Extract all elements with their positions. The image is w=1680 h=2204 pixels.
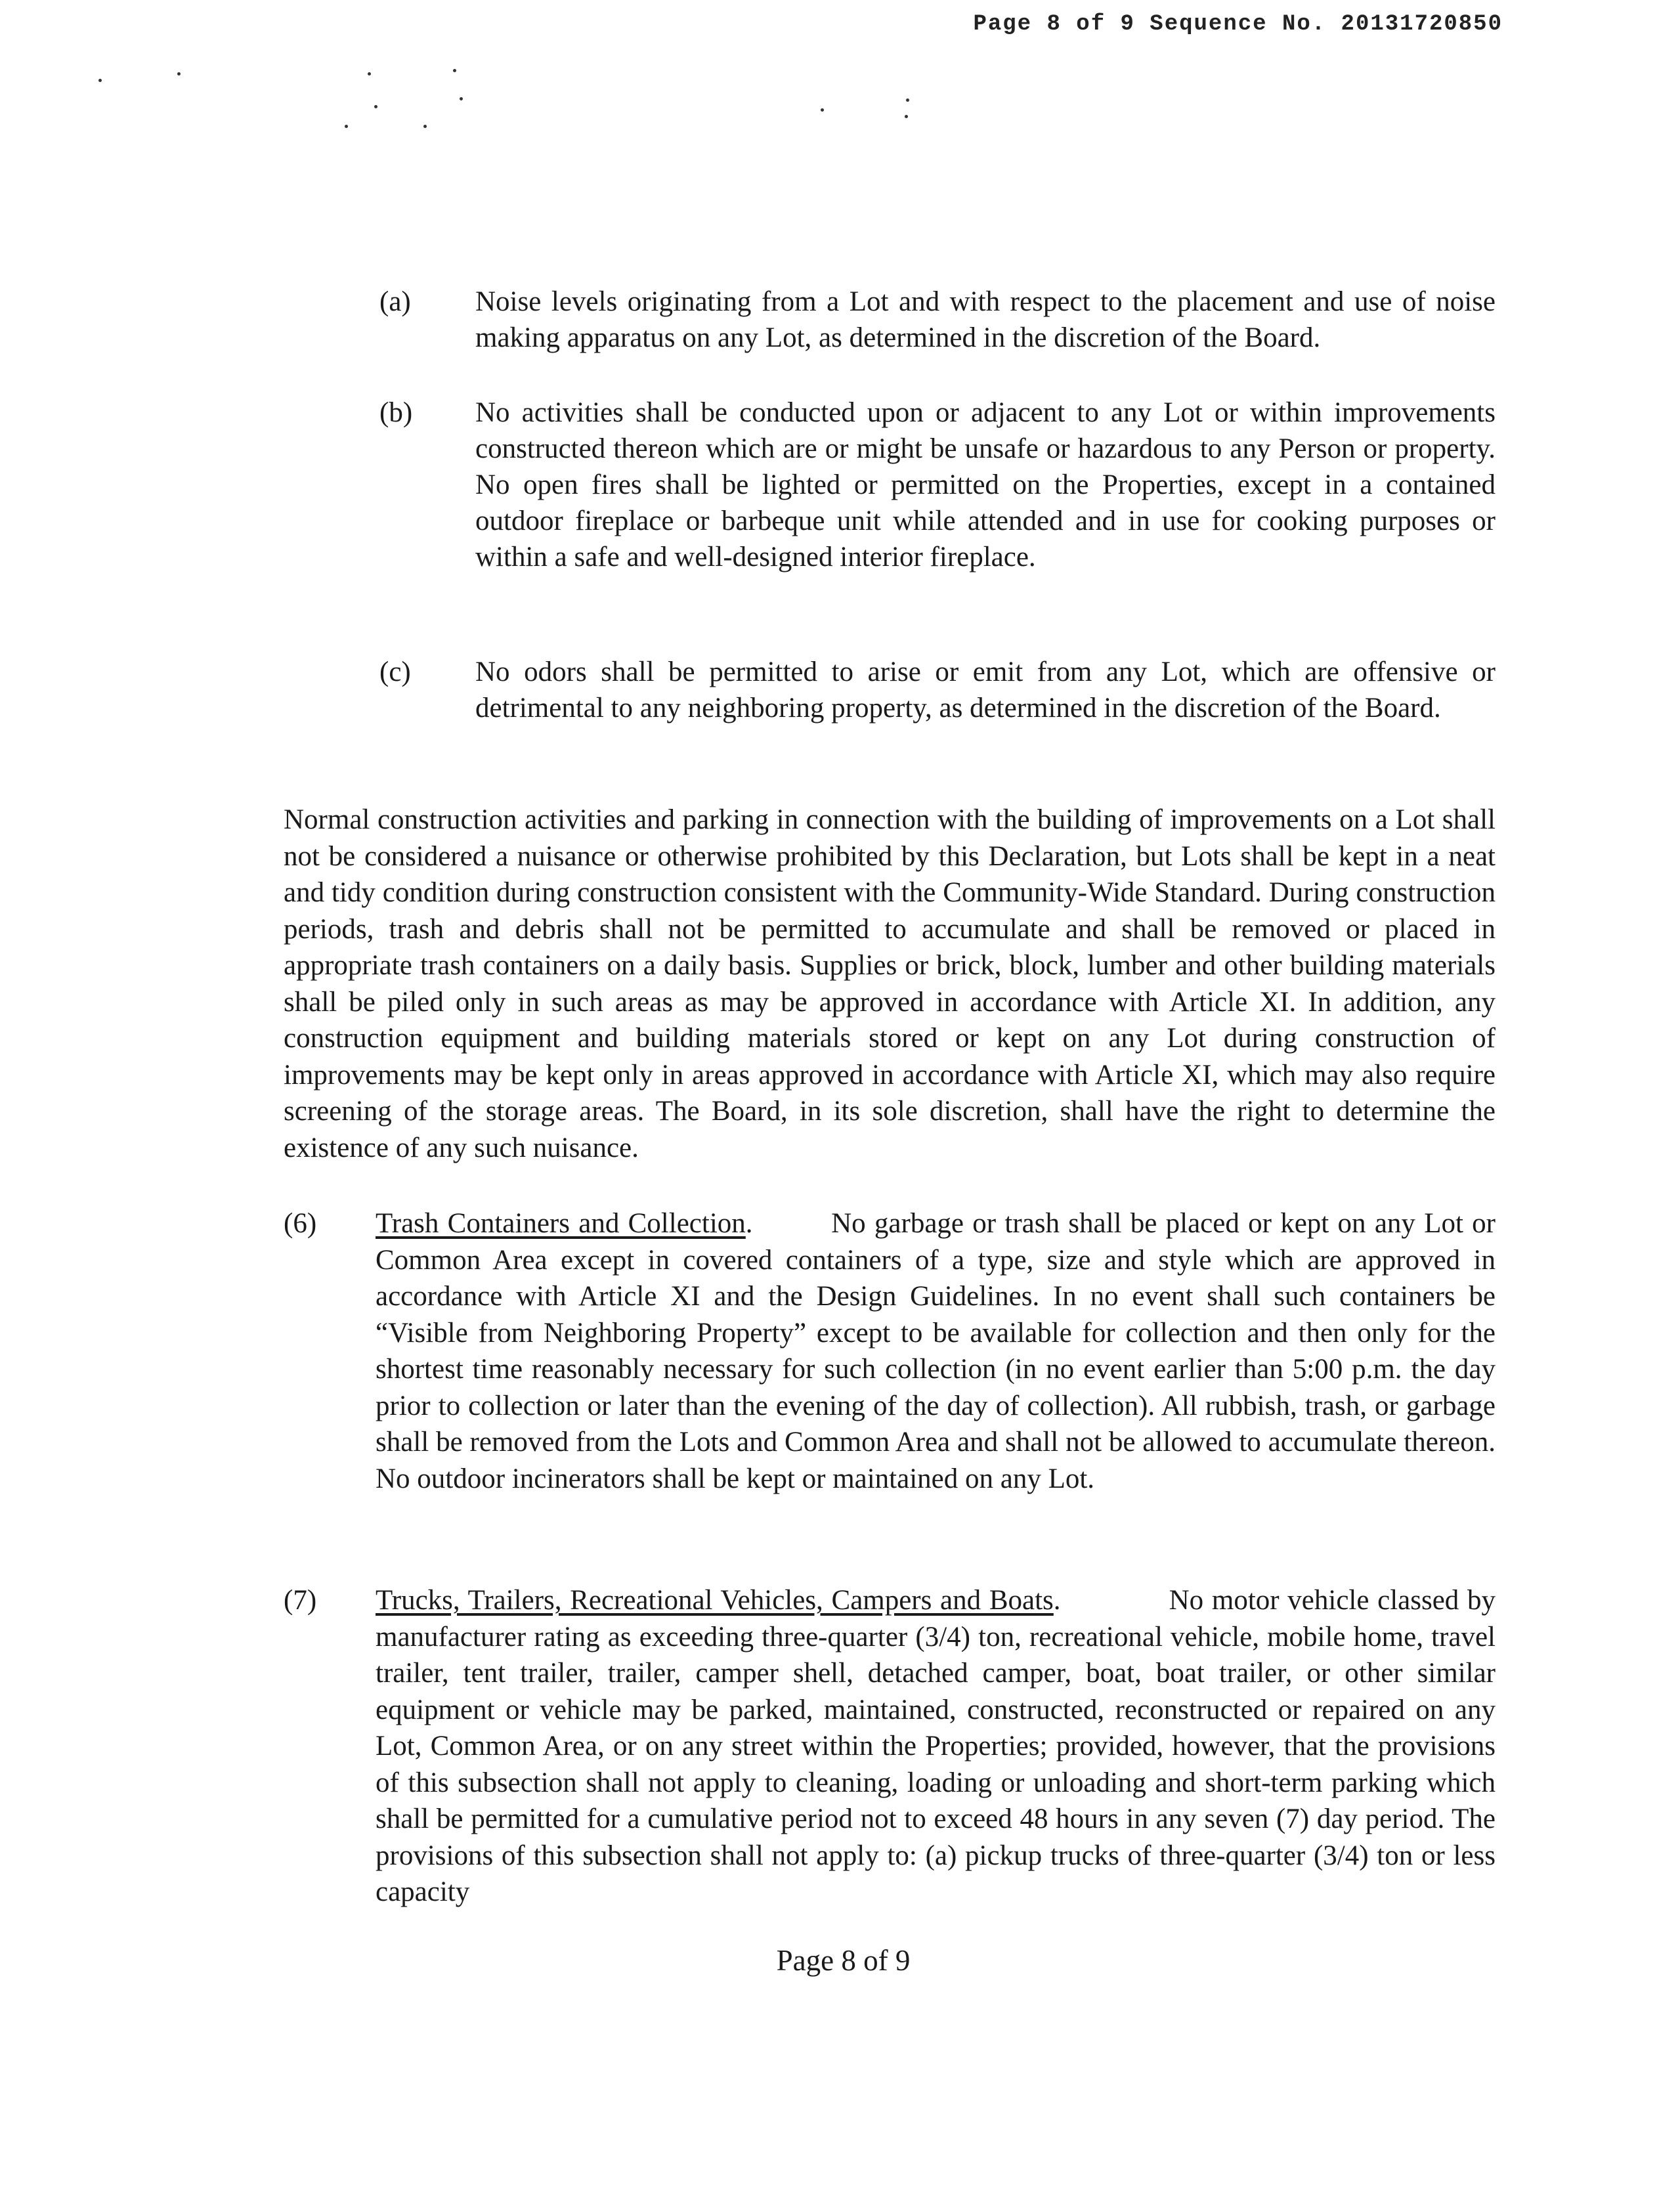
scan-speck	[453, 69, 456, 72]
scan-speck	[821, 108, 824, 112]
scan-speck	[368, 72, 371, 76]
scan-speck	[423, 125, 427, 128]
list-item-text: Noise levels originating from a Lot and with respect to the placement and use of noise making apparatus on any Lot, as determined in the discretion of the Board.	[475, 286, 1496, 353]
list-item-text: No odors shall be permitted to arise or emit from any Lot, which are offensive or detrimental to any neighboring property, as determined in the discretion of the Board.	[475, 657, 1496, 724]
section-number: (7)	[284, 1585, 317, 1616]
scan-speck	[98, 79, 102, 82]
list-item-text: No activities shall be conducted upon or adjacent to any Lot or within improvements constructed thereon which are or might be unsafe or hazardous to any Person or property. No open fires shall be lighted or permitted on the Properties, except in a contained outdoor fireplace or barbeque unit while attended and in use for cooking purposes or within a safe and well-designed interior fireplace.	[475, 397, 1496, 573]
scan-speck	[906, 98, 909, 102]
section-heading-punct: .	[745, 1208, 753, 1239]
section-6	[284, 1205, 1496, 1497]
section-heading: Trash Containers and Collection	[376, 1208, 746, 1239]
section-text	[376, 1205, 1496, 1497]
section-heading-punct: .	[1053, 1585, 1061, 1616]
list-item-marker: (c)	[379, 657, 411, 687]
section-7	[284, 1582, 1496, 1911]
scan-speck	[345, 125, 348, 128]
section-number: (6)	[284, 1208, 317, 1239]
section-body: No garbage or trash shall be placed or kept on any Lot or Common Area except in covered containers of a type, size and style which are approved in accordance with Article XI and the Design Guidelines. In no event shall such containers be “Visible from Neighboring Property” except to be available for collection and then only for the shortest time reasonably necessary for such collection (in no event earlier than 5:00 p.m. the day prior to collection or later than the evening of the day of collection). All rubbish, trash, or garbage shall be removed from the Lots and Common Area and shall not be allowed to accumulate thereon. No outdoor incinerators shall be kept or maintained on any Lot.	[376, 1208, 1496, 1494]
construction-paragraph: Normal construction activities and parking in connection with the building of improvements on a Lot shall not be considered a nuisance or otherwise prohibited by this Declaration, but Lots shall be kept in a neat and tidy condition during construction consistent with the Community-Wide Standard. During construction periods, trash and debris shall not be permitted to accumulate and shall be removed or placed in appropriate trash containers on a daily basis. Supplies or brick, block, lumber and other building materials shall be piled only in such areas as may be approved in accordance with Article XI. In addition, any construction equipment and building materials stored or kept on any Lot during construction of improvements may be kept only in areas approved in accordance with Article XI, which may also require screening of the storage areas. The Board, in its sole discretion, shall have the right to determine the existence of any such nuisance.	[284, 804, 1496, 1163]
section-body: No motor vehicle classed by manufacturer rating as exceeding three-quarter (3/4) ton, recreational vehicle, mobile home, travel trailer, tent trailer, trailer, camper shell, detached camper, boat, boat trailer, or other similar equipment or vehicle may be parked, maintained, constructed, reconstructed or repaired on any Lot, Common Area, or on any street within the Properties; provided, however, that the provisions of this subsection shall not apply to cleaning, loading or unloading and short-term parking which shall be permitted for a cumulative period not to exceed 48 hours in any seven (7) day period. The provisions of this subsection shall not apply to: (a) pickup trucks of three-quarter (3/4) ton or less capacity	[376, 1585, 1496, 1907]
sequence-header: Page 8 of 9 Sequence No. 20131720850	[973, 12, 1503, 37]
scan-speck	[177, 72, 181, 76]
list-item	[379, 395, 1496, 575]
list-item-marker: (b)	[379, 397, 413, 428]
section-heading: Trucks, Trailers, Recreational Vehicles, Campers and Boats	[376, 1585, 1054, 1616]
list-item	[379, 284, 1496, 356]
scan-speck	[460, 97, 463, 100]
scan-speck	[374, 105, 377, 108]
scan-speck	[905, 115, 908, 118]
list-item-marker: (a)	[379, 286, 411, 317]
page-footer: Page 8 of 9	[776, 1944, 911, 1977]
section-text	[376, 1582, 1496, 1911]
list-item	[379, 654, 1496, 726]
